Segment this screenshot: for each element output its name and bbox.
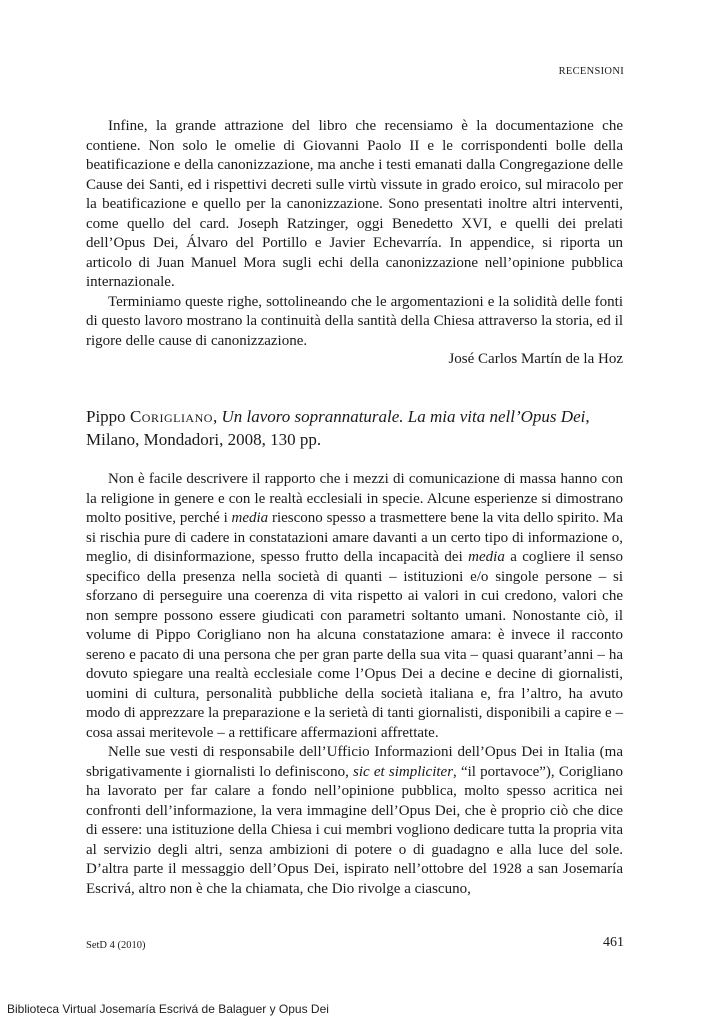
library-watermark: Biblioteca Virtual Josemaría Escrivá de Balaguer y Opus Dei xyxy=(7,1002,329,1016)
review2-body xyxy=(86,470,623,899)
review2-heading: Pippo Corigliano, Un lavoro soprannaturale. La mia vita nell’Opus Dei, Milano, Mondadori, 2008, 130 pp. xyxy=(86,407,590,449)
review2-paragraph-2 xyxy=(86,743,623,899)
review1-body xyxy=(86,117,623,351)
text-run: a cogliere il senso specifico della presenza nella società di quanti – istituzioni e/o singole persone – si sforzano di perseguire una coerenza di vita rispetto ai valori in cui credono, valori che non sempre possono essere giudicati con parametri soltanto umani. Nonostante ciò, il volume di Pippo Corigliano non ha alcuna constatazione amara: è invece il racconto sereno e pacato di una persona che per gran parte della sua vita – quasi quarant’anni – ha dovuto spiegare una realtà ecclesiale come l’Opus Dei a decine e decine di giornalisti, uomini di cultura, personalità pubbliche della società italiana e, fra l’altro, ha avuto modo di apprezzare la preparazione e la serietà di tanti giornalisti, disponibili a capire e – cosa assai meritevole – a rettificare affermazioni affrettate. xyxy=(86,549,623,741)
italic-term: sic et simpliciter xyxy=(353,763,454,780)
text-run: , “il portavoce”), Corigliano ha lavorato per far calare a fondo nell’opinione pubblica, molto spesso acritica nei confronti dell’informazione, la vera immagine dell’Opus Dei, che è proprio ciò che dice di essere: una istituzione della Chiesa i cui membri vogliono dedicare tutta la propria vita al servizio degli altri, senza ambizioni di potere o di guadagno e alla luce del sole. D’altra parte il messaggio dell’Opus Dei, ispirato nell’ottobre del 1928 a san Josemaría Escrivá, altro non è che la chiamata, che Dio rivolge a ciascuno, xyxy=(86,763,623,897)
running-head: RECENSIONI xyxy=(558,66,624,77)
publication-info: Milano, Mondadori, 2008, 130 pp. xyxy=(86,430,322,449)
review1-paragraph-2: Terminiamo queste righe, sottolineando che le argomentazioni e la solidità delle fonti di questo lavoro mostrano la continuità della santità della Chiesa attraverso la storia, ed il rigore delle cause di canonizzazione. xyxy=(86,293,623,349)
book-title: Un lavoro soprannaturale. La mia vita nell’Opus Dei xyxy=(221,407,586,426)
review1-signature: José Carlos Martín de la Hoz xyxy=(448,351,623,367)
author-last-name: Corigliano xyxy=(129,407,213,426)
italic-term: media xyxy=(231,510,269,526)
text-run: Nelle sue vesti di responsabile dell’Ufficio Informazioni dell’Opus Dei in Italia (ma sbrigativamente i giornalisti lo definiscono, xyxy=(86,744,623,780)
review2-paragraph-1 xyxy=(86,470,623,743)
text-run: riescono spesso a trasmettere bene la vita dello spirito. Ma si rischia pure di cadere in constatazioni amare davanti a un certo tipo di informazione o, meglio, di disinformazione, spesso frutto della incapacità dei xyxy=(86,510,623,565)
italic-term: media xyxy=(468,549,505,565)
author-first-name: Pippo xyxy=(86,407,126,426)
journal-reference: SetD 4 (2010) xyxy=(86,940,146,951)
text-run: Non è facile descrivere il rapporto che i mezzi di comunicazione di massa hanno con la religione in genere e con le realtà ecclesiali in specie. Alcune esperienze si dimostrano molto positive, perché i xyxy=(86,471,623,526)
page-number: 461 xyxy=(603,935,624,950)
review1-paragraph-1: Infine, la grande attrazione del libro che recensiamo è la documentazione che contiene. Non solo le omelie di Giovanni Paolo II e le corrispondenti bolle della beatificazione e della canonizzazione, ma anche i testi emanati dalla Congregazione delle Cause dei Santi, ed i rispettivi decreti sulle virtù vissute in grado eroico, sul miracolo per la beatificazione e quello per la canonizzazione. Sono presentati inoltre altri interventi, come quello del card. Joseph Ratzinger, oggi Benedetto XVI, e quelli dei prelati dell’Opus Dei, Álvaro del Portillo e Javier Echevarría. In appendice, si riporta un articolo di Juan Manuel Mora sugli echi della canonizzazione nell’opinione pubblica internazionale. xyxy=(86,118,623,290)
